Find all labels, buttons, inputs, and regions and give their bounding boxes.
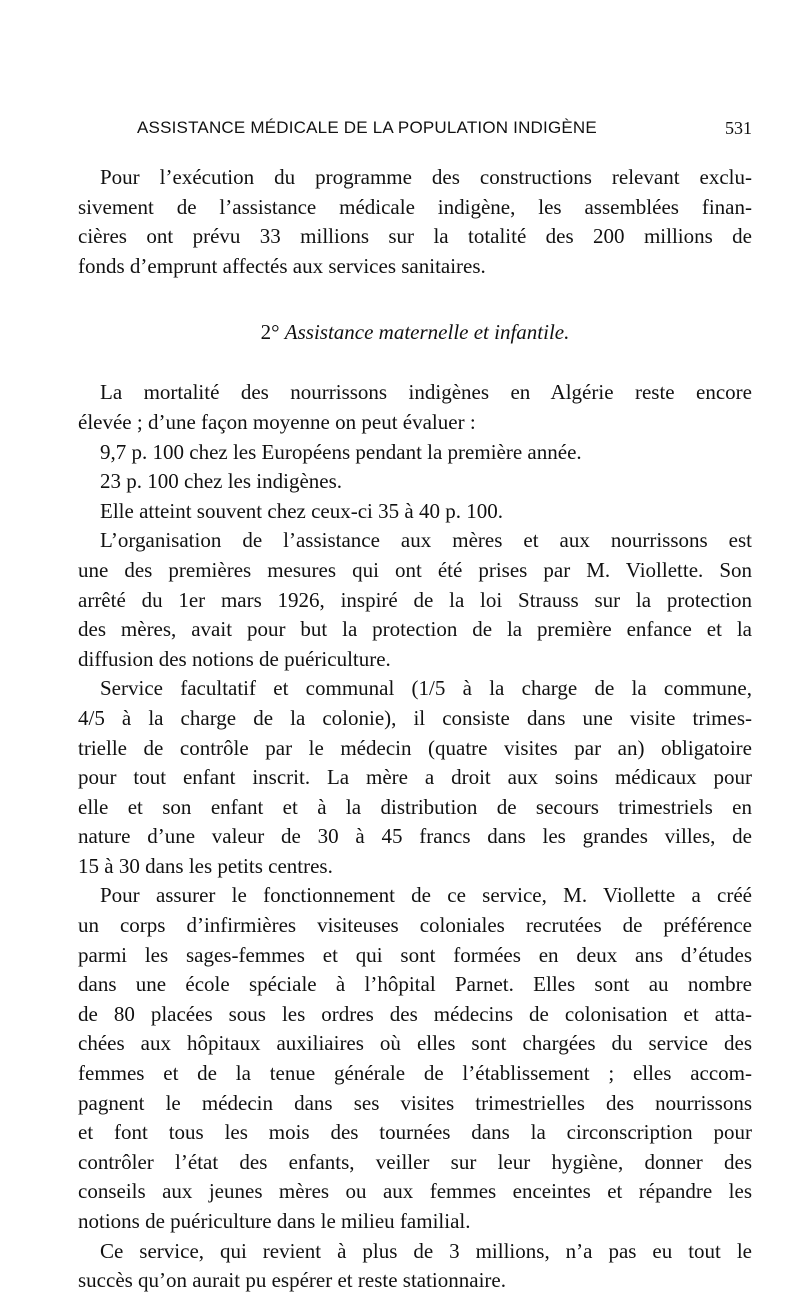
text-line: une des premières mesures qui ont été prises par M. Viollette. Son: [78, 557, 752, 582]
statistic-line: 23 p. 100 chez les indigènes.: [100, 469, 343, 494]
text-line: Pour l’exécution du programme des constructions relevant exclu-: [100, 165, 752, 189]
text-line: arrêté du 1er mars 1926, inspiré de la loi Strauss sur la protection: [78, 587, 752, 612]
text-line: parmi les sages-femmes et qui sont formées en deux ans d’études: [78, 942, 752, 967]
running-header: [137, 118, 752, 144]
statistic-line: Elle atteint souvent chez ceux-ci 35 à 40 p. 100.: [100, 498, 503, 523]
text-line: Service facultatif et communal (1/5 à la charge de la commune,: [100, 676, 752, 701]
paragraph-infant-mortality: [78, 378, 752, 437]
text-line: pour tout enfant inscrit. La mère a droit aux soins médicaux pour: [78, 765, 752, 790]
text-line: cières ont prévu 33 millions sur la totalité des 200 millions de: [78, 224, 752, 249]
text-line: fonds d’emprunt affectés aux services sanitaires.: [78, 253, 486, 278]
text-line: succès qu’on aurait pu espérer et reste stationnaire.: [78, 1268, 506, 1293]
text-line: de 80 placées sous les ordres des médecins de colonisation et atta-: [78, 1001, 752, 1026]
text-line: elle et son enfant et à la distribution de secours trimestriels en: [78, 794, 752, 819]
text-line: élevée ; d’une façon moyenne on peut évaluer :: [78, 409, 476, 434]
running-title: ASSISTANCE MÉDICALE DE LA POPULATION INDIGÈNE: [137, 118, 597, 137]
text-line: L’organisation de l’assistance aux mères et aux nourrissons est: [100, 528, 752, 553]
text-line: pagnent le médecin dans ses visites trimestrielles des nourrissons: [78, 1090, 752, 1115]
text-line: conseils aux jeunes mères ou aux femmes enceintes et répandre les: [78, 1179, 752, 1204]
spacer: [78, 348, 752, 378]
paragraph-organisation: [78, 526, 752, 674]
paragraph-nurses: [78, 881, 752, 1236]
text-line: chées aux hôpitaux auxiliaires où elles sont chargées du service des: [78, 1031, 752, 1056]
section-number: 2°: [260, 320, 280, 345]
text-line: Ce service, qui revient à plus de 3 millions, n’a pas eu tout le: [100, 1238, 752, 1263]
text-line: femmes et de la tenue générale de l’établissement ; elles accom-: [78, 1061, 752, 1086]
text-line: et font tous les mois des tournées dans la circonscription pour: [78, 1120, 752, 1145]
text-line: des mères, avait pour but la protection de la première enfance et la: [78, 617, 752, 642]
text-line: La mortalité des nourrissons indigènes en Algérie reste encore: [100, 380, 752, 405]
spacer: [78, 281, 752, 316]
paragraph-service: [78, 674, 752, 881]
paragraph-conclusion: [78, 1237, 752, 1296]
page-number: 531: [725, 118, 752, 138]
text-line: 15 à 30 dans les petits centres.: [78, 853, 333, 878]
section-title: Assistance maternelle et infantile.: [284, 320, 570, 345]
text-line: dans une école spéciale à l’hôpital Parnet. Elles sont au nombre: [78, 972, 752, 997]
text-line: diffusion des notions de puériculture.: [78, 646, 391, 671]
body-text: [78, 163, 752, 1296]
text-line: contrôler l’état des enfants, veiller sur leur hygiène, donner des: [78, 1149, 752, 1174]
text-line: sivement de l’assistance médicale indigène, les assemblées finan-: [78, 194, 752, 219]
mortality-statistics: [78, 438, 752, 527]
paragraph-construction-funds: [78, 163, 752, 281]
text-line: 4/5 à la charge de la colonie), il consiste dans une visite trimes-: [78, 705, 752, 730]
text-line: trielle de contrôle par le médecin (quatre visites par an) obligatoire: [78, 735, 752, 760]
section-heading: [78, 316, 752, 348]
text-line: Pour assurer le fonctionnement de ce service, M. Viollette a créé: [100, 883, 752, 908]
text-line: un corps d’infirmières visiteuses coloniales recrutées de préférence: [78, 913, 752, 938]
text-line: notions de puériculture dans le milieu familial.: [78, 1209, 471, 1233]
statistic-line: 9,7 p. 100 chez les Européens pendant la première année.: [100, 439, 582, 464]
text-line: nature d’une valeur de 30 à 45 francs dans les grandes villes, de: [78, 824, 752, 849]
